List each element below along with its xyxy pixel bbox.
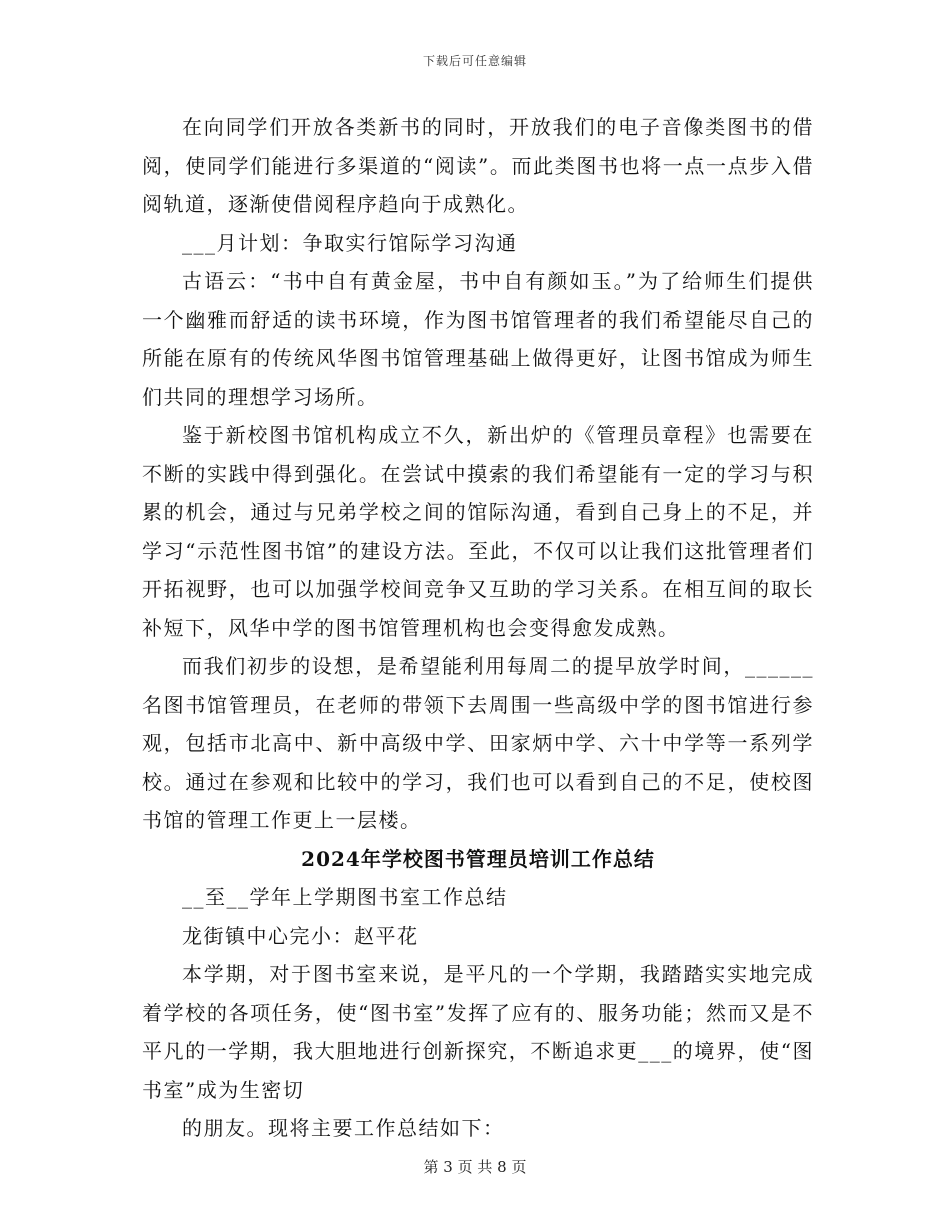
paragraph-ancient-saying: 古语云：“书中自有黄金屋，书中自有颜如玉。”为了给师生们提供一个幽雅而舒适的读书环境，作为图书馆管理者的我们希望能尽自己的所能在原有的传统风华图书馆管理基础上做得更好，让图书馆成为师生们共同的理想学习场所。: [142, 269, 814, 409]
paragraph-summary-lead: 的朋友。现将主要工作总结如下：: [182, 1116, 505, 1140]
paragraph-new-library: 鉴于新校图书馆机构成立不久，新出炉的《管理员章程》也需要在不断的实践中得到强化。在尝试中摸索的我们希望能有一定的学习与积累的机会，通过与兄弟学校之间的馆际沟通，看到自己身上的不足，并学习“示范性图书馆”的建设方法。至此，不仅可以让我们这批管理者们开拓视野，也可以加强学校间竞争又互助的学习关系。在相互间的取长补短下，风华中学的图书馆管理机构也会变得愈发成熟。: [142, 423, 814, 640]
page-header: 下载后可任意编辑: [422, 54, 527, 68]
paragraph-semester-summary: __至__学年上学期图书室工作总结: [182, 885, 508, 909]
paragraph-semester-intro: 本学期，对于图书室来说，是平凡的一个学期，我踏踏实实地完成着学校的各项任务，使“图书室”发挥了应有的、服务功能；然而又是不平凡的一学期，我大胆地进行创新探究，不断追求更___的境界，使“图书室”成为生密切: [142, 962, 814, 1102]
paragraph-monthly-plan: ___月计划：争取实行馆际学习沟通: [182, 230, 518, 255]
page-footer: 第 3 页 共 8 页: [423, 1158, 527, 1176]
paragraph-initial-plan: 而我们初步的设想，是希望能利用每周二的提早放学时间，______名图书馆管理员，在老师的带领下去周围一些高级中学的图书馆进行参观，包括市北高中、新中高级中学、田家炳中学、六十中学等一系列学校。通过在参观和比较中的学习，我们也可以看到自己的不足，使校图书馆的管理工作更上一层楼。: [142, 654, 814, 832]
document-body: [142, 108, 814, 1148]
section-title: 2024年学校图书管理员培训工作总结: [301, 846, 655, 871]
paragraph-ebook-lending: 在向同学们开放各类新书的同时，开放我们的电子音像类图书的借阅，使同学们能进行多渠道的“阅读”。而此类图书也将一点一点步入借阅轨道，逐渐使借阅程序趋向于成熟化。: [142, 115, 814, 216]
paragraph-author: 龙街镇中心完小：赵平花: [182, 923, 419, 948]
